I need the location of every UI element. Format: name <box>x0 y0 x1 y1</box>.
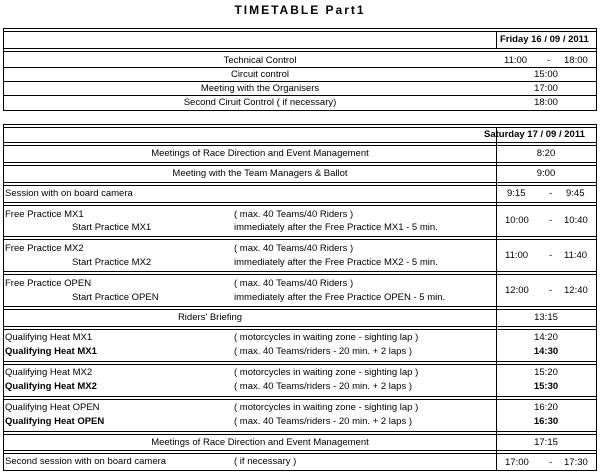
divider <box>3 399 597 400</box>
start-practice-label: Start Practice MX2 <box>72 257 152 268</box>
qualifying-heat-label: Qualifying Heat OPEN <box>5 416 105 427</box>
divider <box>3 51 597 52</box>
divider <box>3 81 597 82</box>
camera-session-2-dash: - <box>549 457 553 468</box>
qualifying-note: ( motorcycles in waiting zone - sighting lap ) <box>234 367 419 378</box>
divider <box>3 142 597 143</box>
divider <box>3 145 597 146</box>
second-circuit-control-time: 18:00 <box>534 97 558 108</box>
practice-label: Free Practice MX1 <box>5 209 84 220</box>
team-managers-meeting-time: 9:00 <box>536 168 556 179</box>
practice-label: Free Practice MX2 <box>5 243 84 254</box>
qualifying-heat-note: ( max. 40 Teams/riders - 20 min. + 2 laps ) <box>234 346 413 357</box>
technical-control-dash: - <box>547 55 551 66</box>
practice-label: Free Practice OPEN <box>5 278 92 289</box>
technical-control-to: 18:00 <box>564 55 588 66</box>
divider <box>3 162 597 163</box>
qualifying-heat-label: Qualifying Heat MX2 <box>5 381 97 392</box>
qualifying-time: 15:20 <box>534 367 558 378</box>
divider <box>596 124 597 470</box>
camera-session-label: Session with on board camera <box>5 188 133 199</box>
practice-to: 10:40 <box>564 215 588 226</box>
divider <box>3 434 597 435</box>
technical-control-from: 11:00 <box>504 55 528 66</box>
divider <box>3 326 597 327</box>
qualifying-heat-time: 14:30 <box>533 346 559 357</box>
divider <box>3 361 597 362</box>
practice-dash: - <box>549 215 553 226</box>
race-direction-meeting-label: Meetings of Race Direction and Event Management <box>151 148 369 159</box>
qualifying-heat-time: 16:30 <box>533 416 559 427</box>
camera-session-to: 9:45 <box>566 188 585 199</box>
divider <box>3 431 597 432</box>
qualifying-label: Qualifying Heat MX1 <box>5 332 93 343</box>
divider <box>3 329 597 330</box>
qualifying-heat-label: Qualifying Heat MX1 <box>5 346 97 357</box>
divider <box>496 31 497 48</box>
riders-briefing-label: Riders' Briefing <box>177 312 243 323</box>
camera-session-dash: - <box>549 188 553 199</box>
divider <box>3 124 4 470</box>
circuit-control-label: Circuit control <box>230 69 290 80</box>
divider <box>3 127 597 128</box>
divider <box>3 364 597 365</box>
divider <box>3 165 597 166</box>
divider <box>3 453 597 454</box>
start-practice-label: Start Practice MX1 <box>72 222 152 233</box>
divider <box>3 274 597 275</box>
qualifying-heat-time: 15:30 <box>533 381 559 392</box>
qualifying-heat-note: ( max. 40 Teams/riders - 20 min. + 2 laps ) <box>234 416 413 427</box>
practice-to: 12:40 <box>564 285 588 296</box>
divider <box>3 205 597 206</box>
practice-note: ( max. 40 Teams/40 Riders ) <box>234 209 354 220</box>
divider <box>3 48 597 49</box>
practice-note: ( max. 40 Teams/40 Riders ) <box>234 243 354 254</box>
divider <box>596 28 597 110</box>
divider <box>3 309 597 310</box>
camera-session-2-to: 17:30 <box>564 457 588 468</box>
race-direction-meeting-2-time: 17:15 <box>534 437 558 448</box>
camera-session-from: 9:15 <box>507 188 526 199</box>
qualifying-label: Qualifying Heat MX2 <box>5 367 93 378</box>
qualifying-time: 14:20 <box>534 332 558 343</box>
practice-note: ( max. 40 Teams/40 Riders ) <box>234 278 354 289</box>
friday-date: Friday 16 / 09 / 2011 <box>500 34 589 45</box>
divider <box>3 202 597 203</box>
divider <box>3 236 597 237</box>
divider <box>3 182 597 183</box>
start-practice-note: immediately after the Free Practice MX2 - 5 min. <box>234 257 438 268</box>
divider <box>3 396 597 397</box>
race-direction-meeting-time: 8:20 <box>536 148 556 159</box>
divider <box>3 31 597 32</box>
qualifying-time: 16:20 <box>534 402 558 413</box>
divider <box>3 306 597 307</box>
second-circuit-control-label: Second Ciruit Control ( if necessary) <box>183 97 337 108</box>
saturday-date: Saturday 17 / 09 / 2011 <box>484 129 585 140</box>
divider <box>3 271 597 272</box>
team-managers-meeting-label: Meeting with the Team Managers & Ballot <box>172 168 348 179</box>
divider <box>3 67 597 68</box>
qualifying-label: Qualifying Heat OPEN <box>5 402 100 413</box>
divider <box>3 28 4 110</box>
practice-from: 12:00 <box>505 285 529 296</box>
start-practice-note: immediately after the Free Practice OPEN - 5 min. <box>234 292 446 303</box>
page-title: TIMETABLE Part1 <box>234 3 366 17</box>
divider <box>3 95 597 96</box>
organisers-meeting-time: 17:00 <box>534 83 558 94</box>
practice-from: 11:00 <box>505 250 529 261</box>
technical-control-label: Technical Control <box>223 55 297 66</box>
divider <box>3 124 597 125</box>
start-practice-note: immediately after the Free Practice MX1 - 5 min. <box>234 222 438 233</box>
start-practice-label: Start Practice OPEN <box>72 292 159 303</box>
qualifying-heat-note: ( max. 40 Teams/riders - 20 min. + 2 laps ) <box>234 381 413 392</box>
race-direction-meeting-2-label: Meetings of Race Direction and Event Management <box>151 437 369 448</box>
practice-from: 10:00 <box>505 215 529 226</box>
divider <box>3 470 597 471</box>
riders-briefing-time: 13:15 <box>534 312 558 323</box>
camera-session-2-label: Second session with on board camera <box>5 456 167 467</box>
practice-dash: - <box>549 285 553 296</box>
divider <box>3 28 597 29</box>
camera-session-2-from: 17:00 <box>505 457 529 468</box>
practice-to: 11:40 <box>564 250 588 261</box>
divider <box>3 185 597 186</box>
practice-dash: - <box>549 250 553 261</box>
organisers-meeting-label: Meeting with the Organisers <box>200 83 320 94</box>
qualifying-note: ( motorcycles in waiting zone - sighting lap ) <box>234 402 419 413</box>
camera-session-2-note: ( if necessary ) <box>234 456 297 467</box>
circuit-control-time: 15:00 <box>534 69 558 80</box>
divider <box>3 450 597 451</box>
qualifying-note: ( motorcycles in waiting zone - sighting lap ) <box>234 332 419 343</box>
divider <box>3 239 597 240</box>
divider <box>3 110 597 111</box>
